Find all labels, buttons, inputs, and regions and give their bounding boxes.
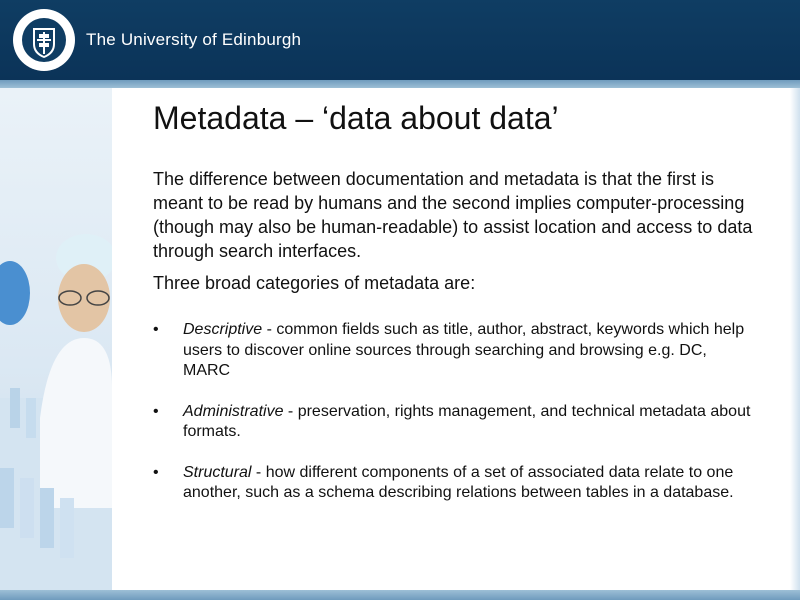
category-list	[153, 320, 753, 524]
list-item	[153, 320, 753, 382]
scientist-photo	[0, 88, 112, 590]
category-term: Descriptive	[183, 321, 263, 338]
right-accent-strip	[790, 88, 800, 590]
university-crest-icon	[12, 8, 76, 72]
category-description: - common fields such as title, author, abstract, keywords which help users to discover online sources through searching and browsing e.g. DC, MARC	[183, 321, 745, 379]
list-item	[153, 402, 753, 443]
bullet-icon: •	[153, 321, 159, 338]
category-term: Administrative	[183, 402, 284, 420]
categories-heading: Three broad categories of metadata are:	[153, 273, 476, 293]
list-item	[153, 463, 753, 504]
bullet-icon: •	[153, 463, 159, 481]
header-divider	[0, 80, 800, 88]
category-term: Structural	[183, 463, 252, 481]
university-name: The University of Edinburgh	[86, 30, 302, 49]
bullet-icon: •	[153, 402, 159, 420]
header-bar	[0, 0, 800, 80]
footer-bar	[0, 590, 800, 600]
category-description: - how different components of a set of associated data relate to one another, such as a schema describing relations between tables in a database.	[183, 463, 734, 501]
slide-title: Metadata – ‘data about data’	[153, 100, 559, 136]
intro-paragraph: The difference between documentation and metadata is that the first is meant to be read by humans and the second implies computer-processing (though may also be human-readable) to assist location and access to data through search interfaces.	[153, 169, 753, 261]
category-description: - preservation, rights management, and technical metadata about formats.	[183, 402, 751, 440]
